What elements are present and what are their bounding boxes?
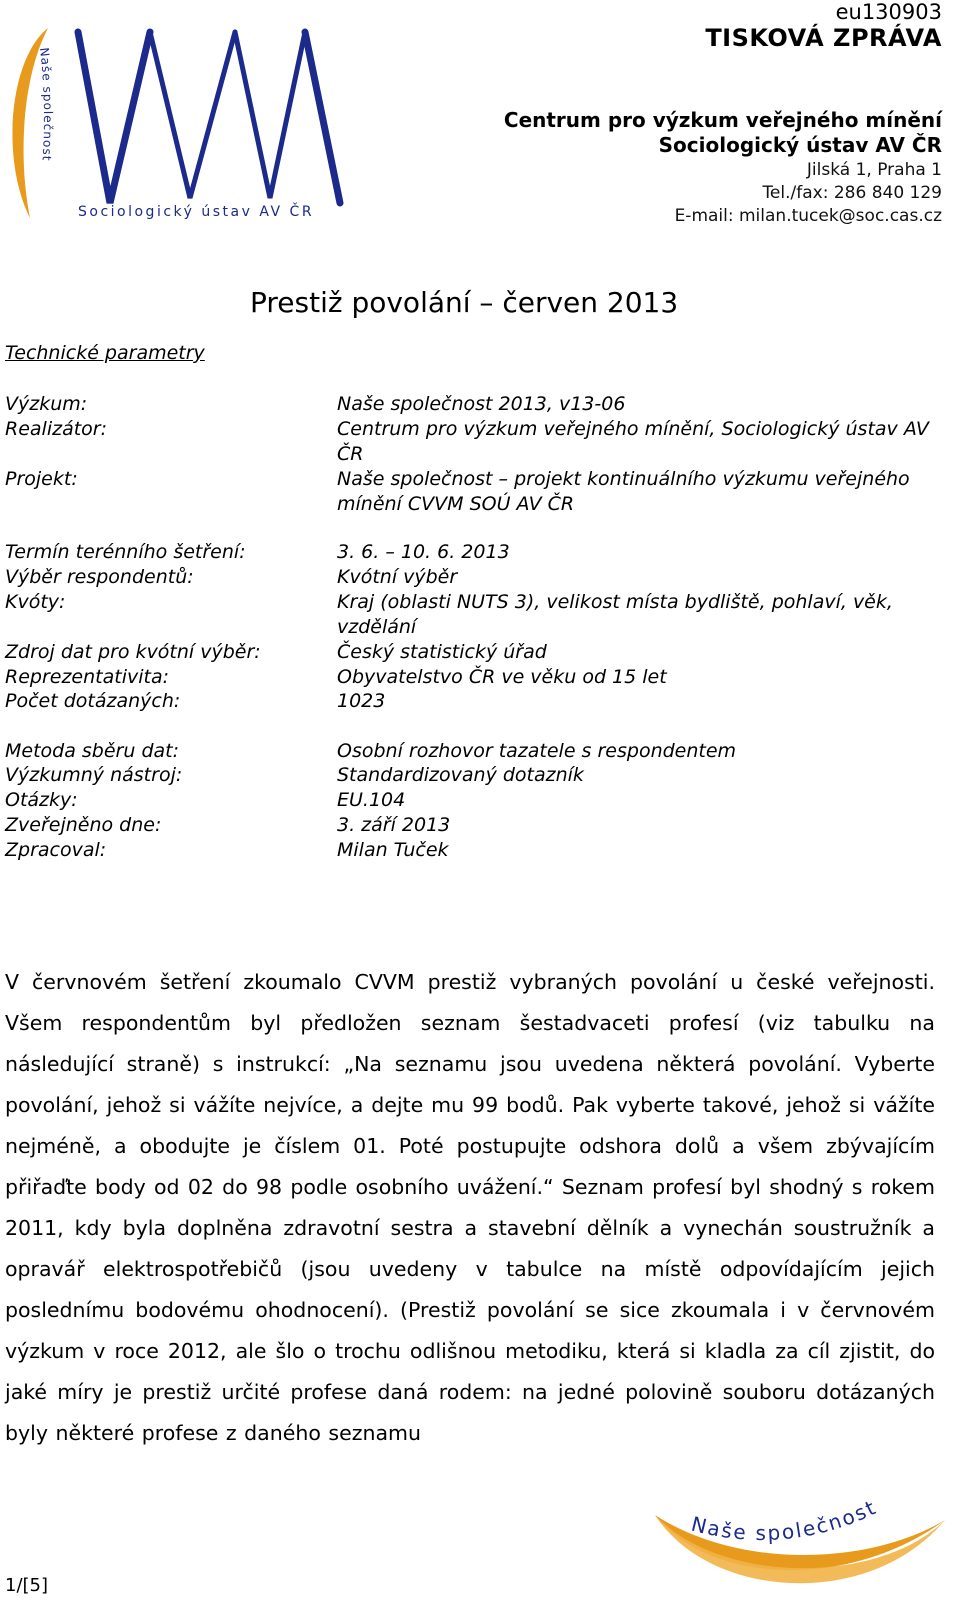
document-title: Prestiž povolání – červen 2013 — [250, 286, 679, 319]
param-value: Kvótní výběr — [337, 566, 458, 588]
email-address: E-mail: milan.tucek@soc.cas.cz — [674, 206, 942, 226]
press-release-title: TISKOVÁ ZPRÁVA — [705, 24, 942, 52]
param-label: Výběr respondentů: — [5, 566, 194, 588]
cvvm-logo — [0, 18, 360, 233]
param-label: Otázky: — [5, 789, 78, 811]
param-value: Kraj (oblasti NUTS 3), velikost místa bydliště, pohlaví, věk, vzdělání — [337, 591, 893, 638]
param-value: Obyvatelstvo ČR ve věku od 15 let — [337, 666, 667, 688]
technical-parameters-heading: Technické parametry — [5, 342, 205, 364]
param-value: 3. září 2013 — [337, 814, 451, 836]
param-label: Termín terénního šetření: — [5, 541, 246, 563]
param-value: Milan Tuček — [337, 839, 449, 861]
param-label: Kvóty: — [5, 591, 66, 613]
body-paragraph: V červnovém šetření zkoumalo CVVM prestiž vybraných povolání u české veřejnosti. Všem respondentům byl předložen seznam šestadvaceti profesí (viz tabulku na následující straně) s instrukcí: „Na seznamu jsou uvedena některá povolání. Vyberte povolání, jehož si vážíte nejvíce, a dejte mu 99 bodů. Pak vyberte takové, jehož si vážíte nejméně, a obodujte je číslem 01. Poté postupujte odshora dolů a všem zbývajícím přiřaďte body od 02 do 98 podle osobního uvážení.“ Seznam profesí byl shodný s rokem 2011, kdy byla doplněna zdravotní sestra a stavební dělník a vynechán soustružník a opravář elektrospotřebičů (jsou uvedeny v tabulce na místě odpovídajícím jejich poslednímu bodovému ohodnocení). (Prestiž povolání se sice zkoumala i v červnovém výzkum v roce 2012, ale šlo o trochu odlišnou metodiku, která si kladla za cíl zjistit, do jaké míry je prestiž určité profese daná rodem: na jedné polovině souboru dotázaných byly některé profese z daného seznamu — [5, 970, 935, 1445]
param-value: Český statistický úřad — [337, 641, 547, 663]
logo-blue-vm — [78, 32, 340, 203]
param-label: Reprezentativita: — [5, 666, 169, 688]
param-label: Realizátor: — [5, 418, 107, 440]
footer-logo-text: Naše společnost — [688, 1494, 881, 1546]
param-label: Výzkumný nástroj: — [5, 764, 183, 786]
param-label: Výzkum: — [5, 393, 88, 415]
param-label: Zveřejněno dne: — [5, 814, 162, 836]
param-value: Osobní rozhovor tazatele s respondentem — [337, 740, 737, 762]
logo-arc-text: Naše společnost — [37, 46, 56, 162]
telephone: Tel./fax: 286 840 129 — [762, 183, 942, 203]
logo-bottom-text: Sociologický ústav AV ČR — [78, 204, 315, 220]
param-label: Zpracoval: — [5, 839, 107, 861]
param-value: Standardizovaný dotazník — [337, 764, 584, 786]
param-value: Centrum pro výzkum veřejného mínění, Sociologický ústav AV ČR — [337, 418, 929, 465]
address: Jilská 1, Praha 1 — [806, 160, 942, 180]
param-label: Počet dotázaných: — [5, 690, 181, 712]
param-value: EU.104 — [337, 789, 406, 811]
document-code: eu130903 — [835, 0, 942, 24]
param-label: Metoda sběru dat: — [5, 740, 179, 762]
page-number: 1/[5] — [5, 1575, 49, 1596]
organization-name: Centrum pro výzkum veřejného mínění — [503, 108, 942, 132]
organization-sub: Sociologický ústav AV ČR — [658, 133, 942, 157]
param-label: Zdroj dat pro kvótní výběr: — [5, 641, 261, 663]
nase-spolecnost-footer-logo — [650, 1490, 950, 1610]
param-value: 3. 6. – 10. 6. 2013 — [337, 541, 510, 563]
param-label: Projekt: — [5, 468, 78, 490]
param-value: Naše společnost 2013, v13-06 — [337, 393, 626, 415]
param-value: Naše společnost – projekt kontinuálního výzkumu veřejného mínění CVVM SOÚ AV ČR — [337, 468, 910, 515]
param-value: 1023 — [337, 690, 386, 712]
